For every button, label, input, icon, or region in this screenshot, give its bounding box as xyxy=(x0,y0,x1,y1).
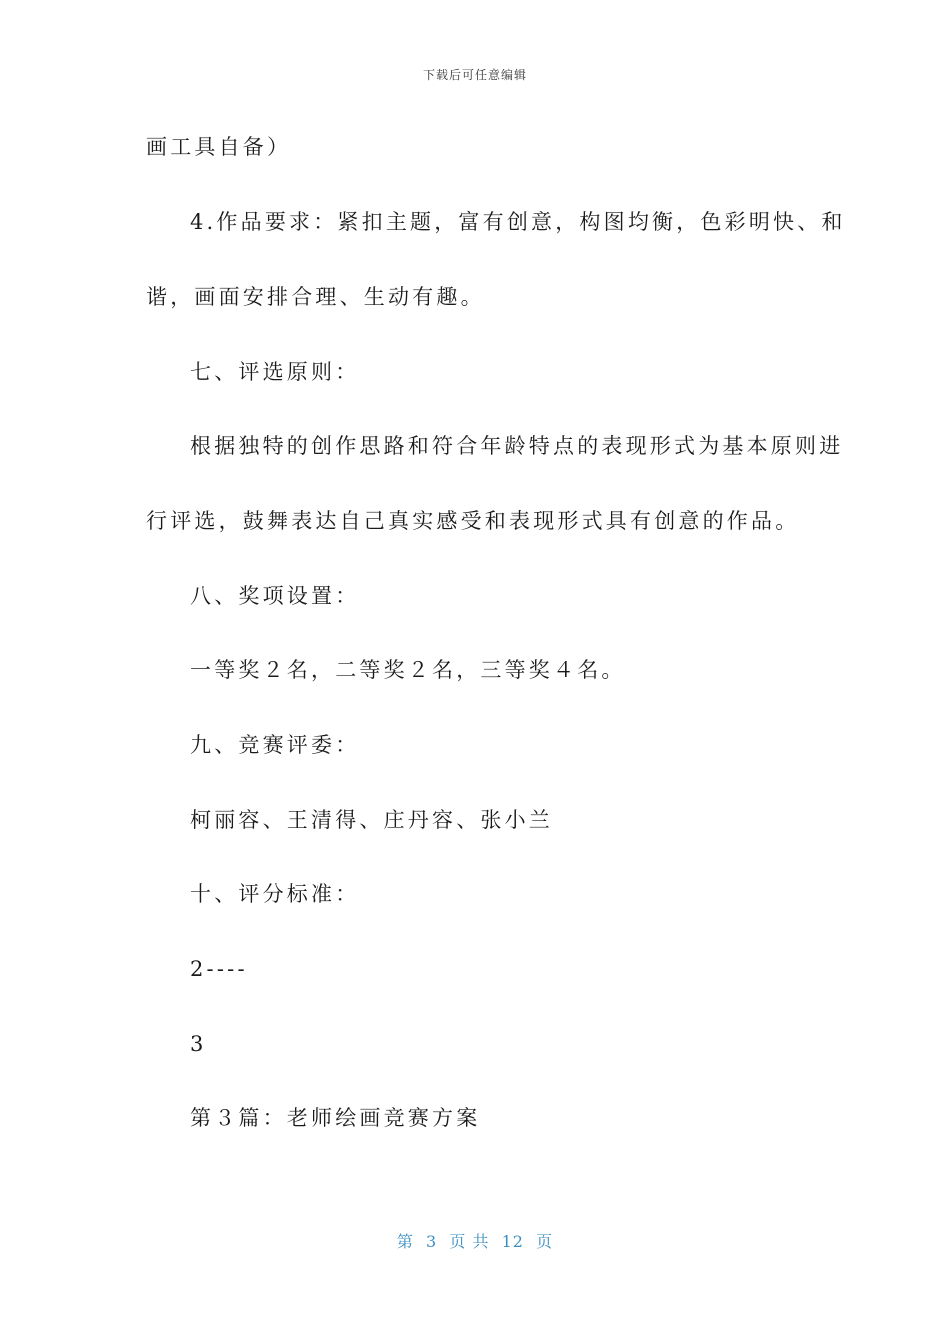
paragraph-line: 根据独特的创作思路和符合年龄特点的表现形式为基本原则进 xyxy=(190,434,844,458)
paragraph-line: 3 xyxy=(190,1032,207,1056)
paragraph-line: 画工具自备） xyxy=(146,135,292,159)
paragraph-line: 一等奖２名，二等奖２名，三等奖４名。 xyxy=(190,658,626,682)
article-title: 第３篇：老师绘画竞赛方案 xyxy=(190,1106,481,1130)
paragraph-line: 4.作品要求：紧扣主题，富有创意，构图均衡，色彩明快、和 xyxy=(190,210,846,234)
page-header: 下载后可任意编辑 xyxy=(422,68,527,82)
section-heading: 八、奖项设置： xyxy=(190,584,360,608)
paragraph-line: 2---- xyxy=(190,957,248,981)
paragraph-line: 行评选，鼓舞表达自己真实感受和表现形式具有创意的作品。 xyxy=(146,509,800,533)
page-footer: 第 3 页 共 12 页 xyxy=(396,1232,554,1251)
section-heading: 十、评分标准： xyxy=(190,882,360,906)
paragraph-line: 柯丽容、王清得、庄丹容、张小兰 xyxy=(190,808,553,832)
paragraph-line: 谐，画面安排合理、生动有趣。 xyxy=(146,285,485,309)
section-heading: 九、竞赛评委： xyxy=(190,733,360,757)
section-heading: 七、评选原则： xyxy=(190,360,360,384)
